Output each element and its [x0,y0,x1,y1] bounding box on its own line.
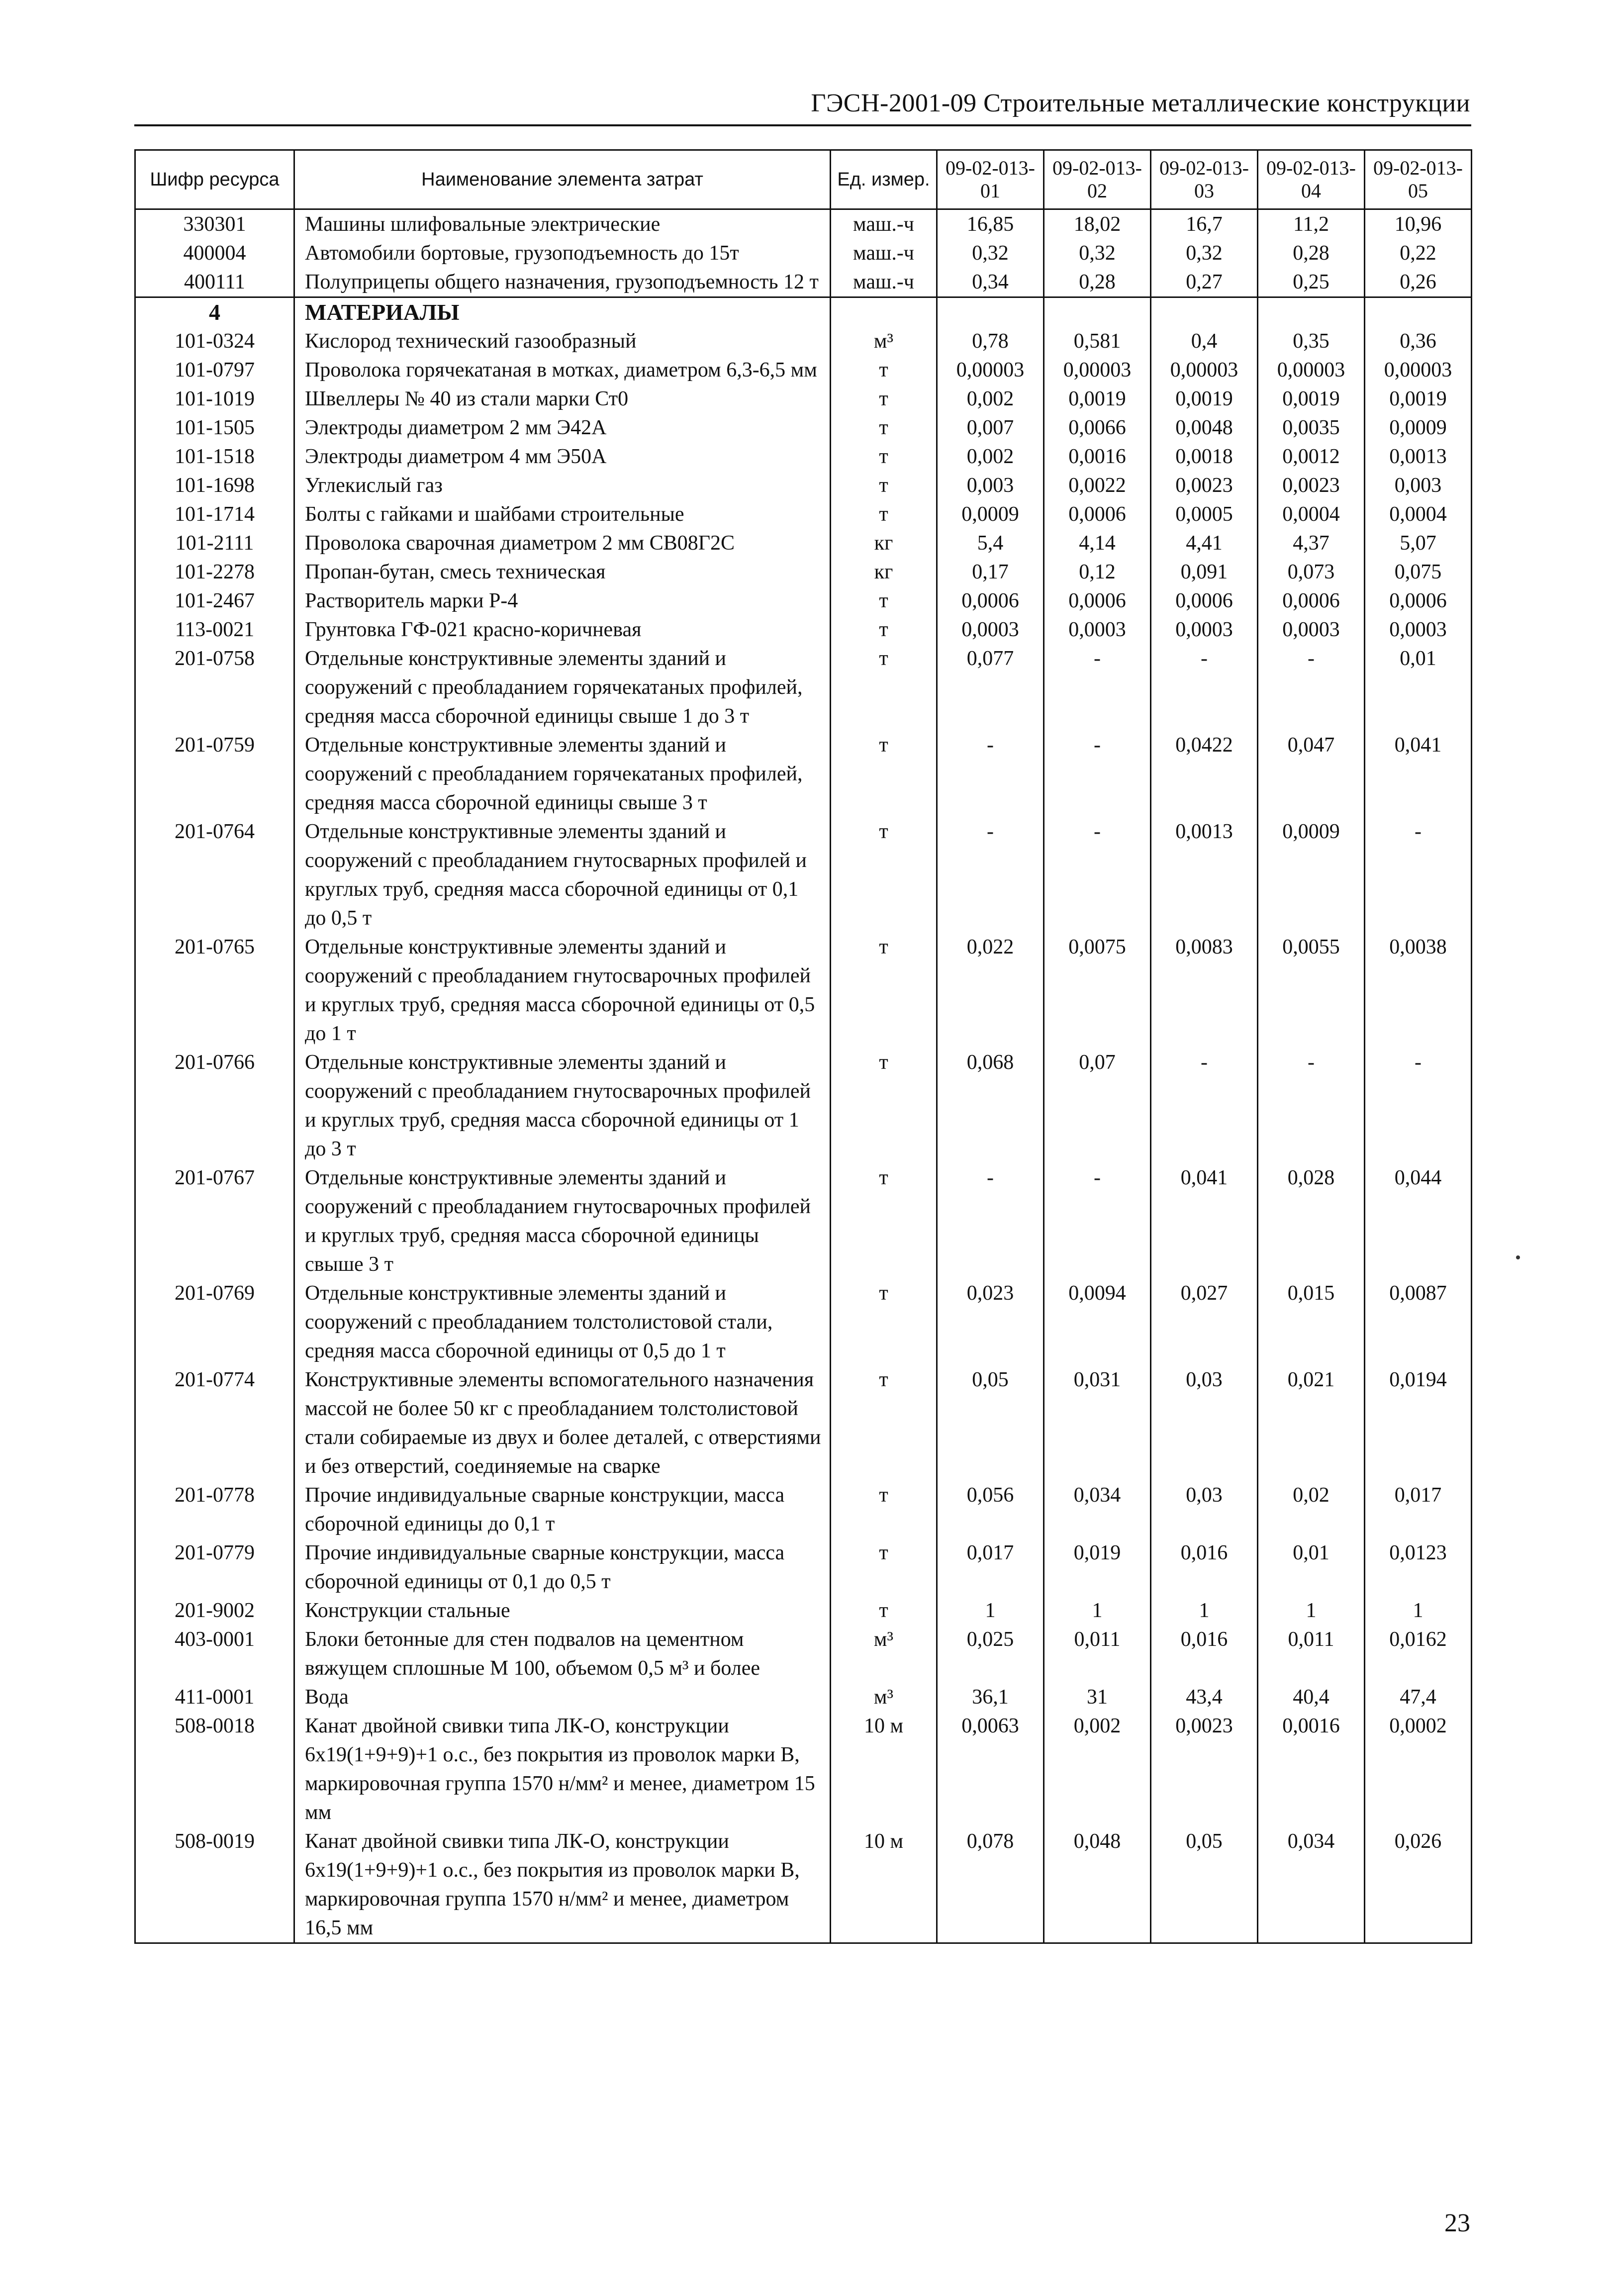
resource-name-cell: Вода [294,1683,831,1712]
value-cell: 36,1 [937,1683,1044,1712]
scan-speck [1516,1255,1520,1259]
value-cell: 0,28 [1258,239,1365,268]
value-cell: - [1151,644,1258,731]
table-row [135,644,1472,731]
header-name: Наименование элемента затрат [294,150,831,209]
resource-name-cell: Кислород технический газообразный [294,327,831,356]
value-cell [937,297,1044,327]
table-row [135,586,1472,615]
value-cell: 0,0023 [1151,471,1258,500]
value-cell: 0,12 [1044,558,1151,586]
value-cell: 31 [1044,1683,1151,1712]
header-unit: Ед. измер. [831,150,937,209]
table-row [135,500,1472,529]
value-cell: 47,4 [1365,1683,1472,1712]
resource-code-cell: 400111 [135,268,294,297]
value-cell: 0,0006 [1044,500,1151,529]
value-cell: 0,0055 [1258,933,1365,1048]
resource-code-cell: 101-1019 [135,384,294,413]
value-cell: 0,034 [1258,1827,1365,1943]
value-cell: 10,96 [1365,209,1472,239]
resource-code-cell: 101-0797 [135,356,294,384]
value-cell: 0,0009 [1365,413,1472,442]
value-cell: 0,0075 [1044,933,1151,1048]
value-cell: 0,05 [937,1365,1044,1481]
value-cell: 1 [1151,1596,1258,1625]
value-cell: 11,2 [1258,209,1365,239]
header-col-3: 09-02-013-03 [1151,150,1258,209]
value-cell: 0,28 [1044,268,1151,297]
unit-cell: т [831,1279,937,1365]
value-cell: - [1044,817,1151,933]
value-cell: 0,0048 [1151,413,1258,442]
value-cell: 0,0066 [1044,413,1151,442]
value-cell: 0,0023 [1151,1712,1258,1827]
value-cell: 0,34 [937,268,1044,297]
table-row [135,1163,1472,1279]
value-cell: 0,002 [937,384,1044,413]
resource-name-cell: Отдельные конструктивные элементы зданий и сооружений с преобладанием гнутосварочных профилей и круглых труб, средняя масса сборочной единицы свыше 3 т [294,1163,831,1279]
value-cell: 4,37 [1258,529,1365,558]
value-cell: 0,0023 [1258,471,1365,500]
table-row [135,817,1472,933]
value-cell: - [937,817,1044,933]
table-row [135,731,1472,817]
table-row [135,529,1472,558]
value-cell: 43,4 [1151,1683,1258,1712]
header-col-1: 09-02-013-01 [937,150,1044,209]
table-row [135,413,1472,442]
table-row [135,1625,1472,1683]
value-cell: 0,32 [1044,239,1151,268]
value-cell [1044,297,1151,327]
resource-code-cell: 201-9002 [135,1596,294,1625]
table-body [135,209,1472,1943]
unit-cell: т [831,615,937,644]
value-cell: 0,019 [1044,1538,1151,1596]
value-cell: 0,075 [1365,558,1472,586]
resource-name-cell: Канат двойной свивки типа ЛК-О, конструкции 6х19(1+9+9)+1 о.с., без покрытия из проволок марки В, маркировочная группа 1570 н/мм² и менее, диаметром 15 мм [294,1712,831,1827]
value-cell: 0,026 [1365,1827,1472,1943]
resource-name-cell: Электроды диаметром 2 мм Э42А [294,413,831,442]
unit-cell: т [831,1538,937,1596]
value-cell: 0,0035 [1258,413,1365,442]
value-cell: - [1044,731,1151,817]
value-cell: 1 [937,1596,1044,1625]
value-cell: 0,0003 [1044,615,1151,644]
resource-code-cell: 201-0759 [135,731,294,817]
table-row [135,268,1472,297]
value-cell: 0,0005 [1151,500,1258,529]
value-cell: 0,32 [1151,239,1258,268]
value-cell: 0,023 [937,1279,1044,1365]
resource-name-cell: Канат двойной свивки типа ЛК-О, конструкции 6х19(1+9+9)+1 о.с., без покрытия из проволок марки В, маркировочная группа 1570 н/мм² и менее, диаметром 16,5 мм [294,1827,831,1943]
resource-code-cell: 101-2467 [135,586,294,615]
resource-code-cell: 201-0779 [135,1538,294,1596]
value-cell: 16,85 [937,209,1044,239]
value-cell: 0,0003 [1151,615,1258,644]
resource-code-cell: 201-0778 [135,1481,294,1538]
value-cell: - [1151,1048,1258,1163]
page-header-title: ГЭСН-2001-09 Строительные металлические конструкции [811,89,1470,117]
unit-cell: т [831,731,937,817]
unit-cell: кг [831,558,937,586]
unit-cell [831,297,937,327]
resource-code-cell: 101-1698 [135,471,294,500]
value-cell: 0,00003 [1365,356,1472,384]
resource-name-cell: Грунтовка ГФ-021 красно-коричневая [294,615,831,644]
value-cell: 0,22 [1365,239,1472,268]
table-row [135,1365,1472,1481]
value-cell: 0,0006 [1258,586,1365,615]
value-cell: - [1365,817,1472,933]
unit-cell: т [831,413,937,442]
value-cell: 0,0012 [1258,442,1365,471]
value-cell: 0,35 [1258,327,1365,356]
value-cell: 0,0123 [1365,1538,1472,1596]
value-cell: 0,047 [1258,731,1365,817]
value-cell: 0,0038 [1365,933,1472,1048]
value-cell: 0,041 [1151,1163,1258,1279]
value-cell: 0,0087 [1365,1279,1472,1365]
resource-name-cell: Отдельные конструктивные элементы зданий и сооружений с преобладанием горячекатаных профилей, средняя масса сборочной единицы свыше 1 до 3 т [294,644,831,731]
value-cell: 0,0094 [1044,1279,1151,1365]
value-cell: 0,017 [937,1538,1044,1596]
value-cell: 5,07 [1365,529,1472,558]
value-cell: 0,4 [1151,327,1258,356]
table-row [135,1596,1472,1625]
resource-name-cell: Прочие индивидуальные сварные конструкции, масса сборочной единицы до 0,1 т [294,1481,831,1538]
table-row [135,615,1472,644]
table-row [135,471,1472,500]
resource-code-cell: 101-1714 [135,500,294,529]
value-cell: 0,003 [1365,471,1472,500]
value-cell: - [1365,1048,1472,1163]
table-row [135,558,1472,586]
value-cell: 0,25 [1258,268,1365,297]
resource-code-cell: 330301 [135,209,294,239]
resource-name-cell: МАТЕРИАЛЫ [294,297,831,327]
resource-code-cell: 101-2111 [135,529,294,558]
header-col-2: 09-02-013-02 [1044,150,1151,209]
value-cell: 0,0009 [937,500,1044,529]
value-cell: 0,0013 [1151,817,1258,933]
unit-cell: т [831,442,937,471]
value-cell: 40,4 [1258,1683,1365,1712]
value-cell: 0,068 [937,1048,1044,1163]
value-cell: 0,17 [937,558,1044,586]
resource-code-cell: 113-0021 [135,615,294,644]
value-cell: 0,581 [1044,327,1151,356]
unit-cell: т [831,1481,937,1538]
resource-name-cell: Отдельные конструктивные элементы зданий и сооружений с преобладанием гнутосварочных профилей и круглых труб, средняя масса сборочной единицы от 1 до 3 т [294,1048,831,1163]
value-cell: 0,002 [1044,1712,1151,1827]
header-divider [134,124,1471,126]
section-row [135,297,1472,327]
value-cell: 0,0018 [1151,442,1258,471]
value-cell: 0,00003 [1258,356,1365,384]
value-cell: 0,007 [937,413,1044,442]
value-cell: 0,0019 [1151,384,1258,413]
resource-name-cell: Отдельные конструктивные элементы зданий и сооружений с преобладанием гнутосварных профилей и круглых труб, средняя масса сборочной единицы от 0,1 до 0,5 т [294,817,831,933]
unit-cell: т [831,1365,937,1481]
value-cell: 0,0003 [1365,615,1472,644]
value-cell: 0,02 [1258,1481,1365,1538]
resource-code-cell: 201-0769 [135,1279,294,1365]
value-cell: 0,0004 [1365,500,1472,529]
table-row [135,442,1472,471]
resource-name-cell: Болты с гайками и шайбами строительные [294,500,831,529]
unit-cell: 10 м [831,1827,937,1943]
resource-code-cell: 201-0774 [135,1365,294,1481]
value-cell: 0,78 [937,327,1044,356]
table-row [135,1712,1472,1827]
unit-cell: 10 м [831,1712,937,1827]
resource-name-cell: Пропан-бутан, смесь техническая [294,558,831,586]
unit-cell: т [831,500,937,529]
resource-code-cell: 201-0767 [135,1163,294,1279]
value-cell: 0,077 [937,644,1044,731]
page-number: 23 [1444,2209,1470,2237]
resource-name-cell: Растворитель марки Р-4 [294,586,831,615]
value-cell: - [1044,1163,1151,1279]
value-cell: 4,41 [1151,529,1258,558]
value-cell: 0,01 [1258,1538,1365,1596]
resource-name-cell: Конструктивные элементы вспомогательного назначения массой не более 50 кг с преобладанием толстолистовой стали собираемые из двух и более деталей, с отверстиями и без отверстий, соединяемые на сварке [294,1365,831,1481]
resource-name-cell: Прочие индивидуальные сварные конструкции, масса сборочной единицы от 0,1 до 0,5 т [294,1538,831,1596]
value-cell: 0,03 [1151,1365,1258,1481]
value-cell [1365,297,1472,327]
value-cell: 0,0194 [1365,1365,1472,1481]
value-cell: 5,4 [937,529,1044,558]
value-cell: 0,0016 [1258,1712,1365,1827]
unit-cell: маш.-ч [831,209,937,239]
resource-name-cell: Электроды диаметром 4 мм Э50А [294,442,831,471]
unit-cell: т [831,1596,937,1625]
value-cell: 0,022 [937,933,1044,1048]
unit-cell: маш.-ч [831,268,937,297]
value-cell: 0,01 [1365,644,1472,731]
resource-name-cell: Отдельные конструктивные элементы зданий и сооружений с преобладанием толстолистовой стали, средняя масса сборочной единицы от 0,5 до 1 т [294,1279,831,1365]
value-cell: 0,0019 [1258,384,1365,413]
table-row [135,1683,1472,1712]
value-cell: 0,017 [1365,1481,1472,1538]
value-cell: - [937,731,1044,817]
value-cell: 1 [1044,1596,1151,1625]
table-row [135,239,1472,268]
value-cell: 0,011 [1258,1625,1365,1683]
header-col-4: 09-02-013-04 [1258,150,1365,209]
unit-cell: т [831,586,937,615]
unit-cell: т [831,933,937,1048]
value-cell: - [1258,1048,1365,1163]
resource-name-cell: Отдельные конструктивные элементы зданий и сооружений с преобладанием гнутосварочных профилей и круглых труб, средняя масса сборочной единицы от 0,5 до 1 т [294,933,831,1048]
table-row [135,1048,1472,1163]
value-cell: 0,0016 [1044,442,1151,471]
header-col-5: 09-02-013-05 [1365,150,1472,209]
value-cell [1258,297,1365,327]
resource-code-cell: 201-0758 [135,644,294,731]
value-cell: 0,26 [1365,268,1472,297]
value-cell: 0,0003 [937,615,1044,644]
value-cell: 0,03 [1151,1481,1258,1538]
resource-code-cell: 101-1505 [135,413,294,442]
value-cell: 0,07 [1044,1048,1151,1163]
value-cell: 0,027 [1151,1279,1258,1365]
resource-code-cell: 508-0018 [135,1712,294,1827]
unit-cell: т [831,471,937,500]
value-cell: 18,02 [1044,209,1151,239]
value-cell: 0,05 [1151,1827,1258,1943]
value-cell: 0,00003 [1151,356,1258,384]
value-cell: 0,32 [937,239,1044,268]
resource-name-cell: Блоки бетонные для стен подвалов на цементном вяжущем сплошные М 100, объемом 0,5 м³ и более [294,1625,831,1683]
value-cell: 0,016 [1151,1625,1258,1683]
unit-cell: т [831,644,937,731]
value-cell: 0,0006 [1151,586,1258,615]
value-cell: 0,0083 [1151,933,1258,1048]
resource-code-cell: 101-1518 [135,442,294,471]
value-cell: 0,0002 [1365,1712,1472,1827]
value-cell: 0,0009 [1258,817,1365,933]
value-cell: 1 [1365,1596,1472,1625]
value-cell: 0,0063 [937,1712,1044,1827]
value-cell: 0,034 [1044,1481,1151,1538]
value-cell: 4,14 [1044,529,1151,558]
table-row [135,384,1472,413]
value-cell: 0,002 [937,442,1044,471]
value-cell: 0,003 [937,471,1044,500]
table-row [135,327,1472,356]
resource-code-cell: 201-0766 [135,1048,294,1163]
value-cell: 0,0162 [1365,1625,1472,1683]
table-row [135,1538,1472,1596]
value-cell: 0,025 [937,1625,1044,1683]
unit-cell: м³ [831,1625,937,1683]
value-cell: 0,0013 [1365,442,1472,471]
resource-name-cell: Полуприцепы общего назначения, грузоподъемность 12 т [294,268,831,297]
resource-name-cell: Отдельные конструктивные элементы зданий и сооружений с преобладанием горячекатаных профилей, средняя масса сборочной единицы свыше 3 т [294,731,831,817]
table-row [135,209,1472,239]
resource-code-cell: 201-0765 [135,933,294,1048]
value-cell: 0,028 [1258,1163,1365,1279]
value-cell: 0,031 [1044,1365,1151,1481]
table-row [135,356,1472,384]
unit-cell: т [831,384,937,413]
value-cell: 0,015 [1258,1279,1365,1365]
value-cell: 0,016 [1151,1538,1258,1596]
value-cell: 0,0004 [1258,500,1365,529]
resource-name-cell: Швеллеры № 40 из стали марки Ст0 [294,384,831,413]
value-cell: 0,0003 [1258,615,1365,644]
resource-name-cell: Автомобили бортовые, грузоподъемность до 15т [294,239,831,268]
unit-cell: кг [831,529,937,558]
table-row [135,1481,1472,1538]
value-cell: 1 [1258,1596,1365,1625]
value-cell: - [1044,644,1151,731]
unit-cell: т [831,1048,937,1163]
resource-code-cell: 4 [135,297,294,327]
value-cell: 0,041 [1365,731,1472,817]
table-row [135,1279,1472,1365]
resource-code-cell: 411-0001 [135,1683,294,1712]
value-cell: 0,091 [1151,558,1258,586]
resource-table [134,149,1472,1944]
resource-name-cell: Машины шлифовальные электрические [294,209,831,239]
table-row [135,933,1472,1048]
unit-cell: м³ [831,327,937,356]
resource-code-cell: 400004 [135,239,294,268]
value-cell: 0,00003 [1044,356,1151,384]
value-cell: 16,7 [1151,209,1258,239]
resource-code-cell: 201-0764 [135,817,294,933]
value-cell: 0,00003 [937,356,1044,384]
resource-code-cell: 101-0324 [135,327,294,356]
value-cell: - [1258,644,1365,731]
value-cell: 0,073 [1258,558,1365,586]
value-cell: 0,044 [1365,1163,1472,1279]
resource-code-cell: 101-2278 [135,558,294,586]
unit-cell: т [831,356,937,384]
resource-code-cell: 403-0001 [135,1625,294,1683]
unit-cell: маш.-ч [831,239,937,268]
header-code: Шифр ресурса [135,150,294,209]
value-cell: 0,0022 [1044,471,1151,500]
value-cell [1151,297,1258,327]
resource-name-cell: Конструкции стальные [294,1596,831,1625]
value-cell: 0,0422 [1151,731,1258,817]
table-row [135,1827,1472,1943]
value-cell: 0,0006 [1044,586,1151,615]
unit-cell: т [831,817,937,933]
resource-name-cell: Проволока сварочная диаметром 2 мм СВ08Г2С [294,529,831,558]
unit-cell: м³ [831,1683,937,1712]
table-header [135,150,1472,209]
value-cell: - [937,1163,1044,1279]
value-cell: 0,011 [1044,1625,1151,1683]
resource-code-cell: 508-0019 [135,1827,294,1943]
resource-name-cell: Проволока горячекатаная в мотках, диаметром 6,3-6,5 мм [294,356,831,384]
value-cell: 0,078 [937,1827,1044,1943]
value-cell: 0,0006 [937,586,1044,615]
value-cell: 0,0019 [1365,384,1472,413]
value-cell: 0,056 [937,1481,1044,1538]
value-cell: 0,048 [1044,1827,1151,1943]
value-cell: 0,36 [1365,327,1472,356]
value-cell: 0,0019 [1044,384,1151,413]
value-cell: 0,0006 [1365,586,1472,615]
value-cell: 0,021 [1258,1365,1365,1481]
unit-cell: т [831,1163,937,1279]
value-cell: 0,27 [1151,268,1258,297]
resource-name-cell: Углекислый газ [294,471,831,500]
